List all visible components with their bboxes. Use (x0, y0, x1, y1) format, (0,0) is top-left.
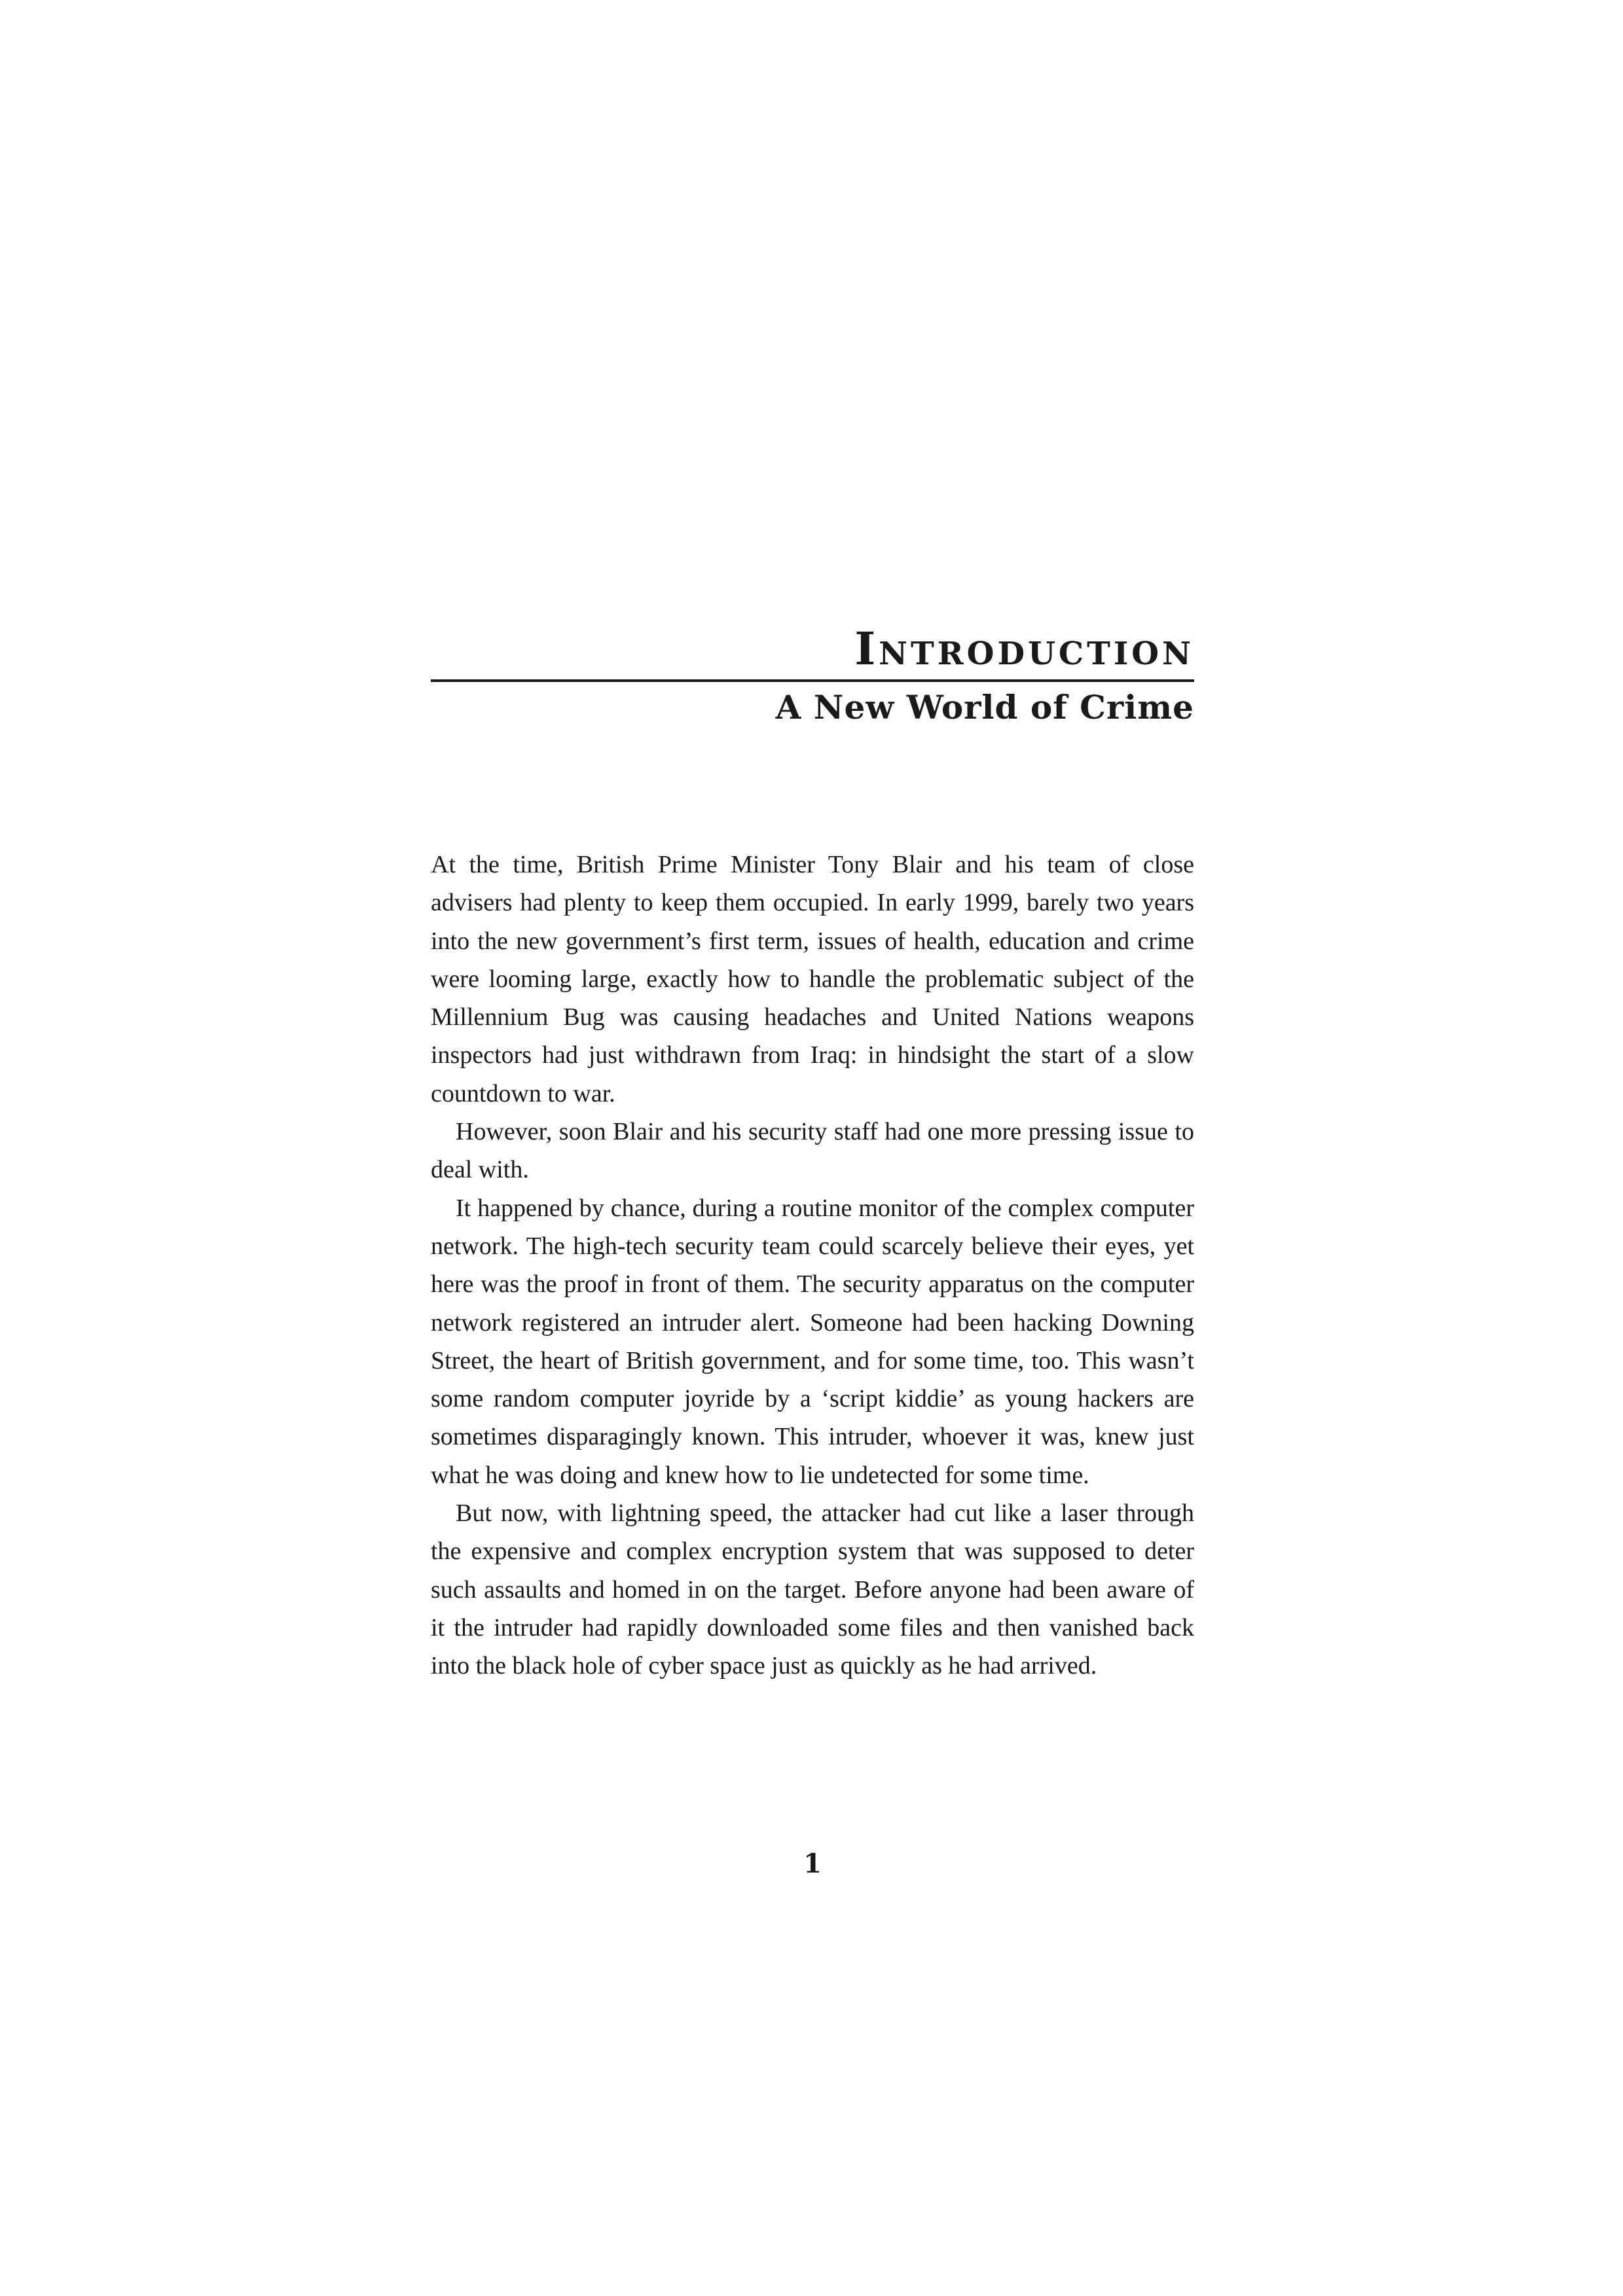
paragraph-1: At the time, British Prime Minister Tony Blair and his team of close advisers had plenty to keep them occupied. In early 1999, barely two years into the new government’s first term, issues of health, education and crime were looming large, exactly how to handle the problematic subject of the Millennium Bug was causing headaches and United Nations weapons inspectors had just withdrawn from Iraq: in hindsight the start of a slow countdown to war. (431, 851, 1194, 1107)
paragraph-2: However, soon Blair and his security staff had one more pressing issue to deal with. (431, 1118, 1194, 1184)
chapter-body (431, 846, 1194, 1685)
chapter-title: Introduction (431, 627, 1194, 682)
paragraph-3: It happened by chance, during a routine monitor of the complex computer network. The high-tech security team could scarcely believe their eyes, yet here was the proof in front of them. The security apparatus on the computer network registered an intruder alert. Someone had been hacking Downing Street, the heart of British government, and for some time, too. This wasn’t some random computer joyride by a ‘script kiddie’ as young hackers are sometimes disparagingly known. This intruder, whoever it was, knew just what he was doing and knew how to lie undetected for some time. (431, 1194, 1194, 1489)
paragraph-4: But now, with lightning speed, the attacker had cut like a laser through the expensive and complex encryption system that was supposed to deter such assaults and homed in on the target. Before anyone had been aware of it the intruder had rapidly downloaded some files and then vanished back into the black hole of cyber space just as quickly as he had arrived. (431, 1499, 1194, 1680)
chapter-subtitle: A New World of Crime (775, 688, 1194, 726)
page-number: 1 (803, 1848, 822, 1879)
chapter-heading (431, 623, 1194, 728)
